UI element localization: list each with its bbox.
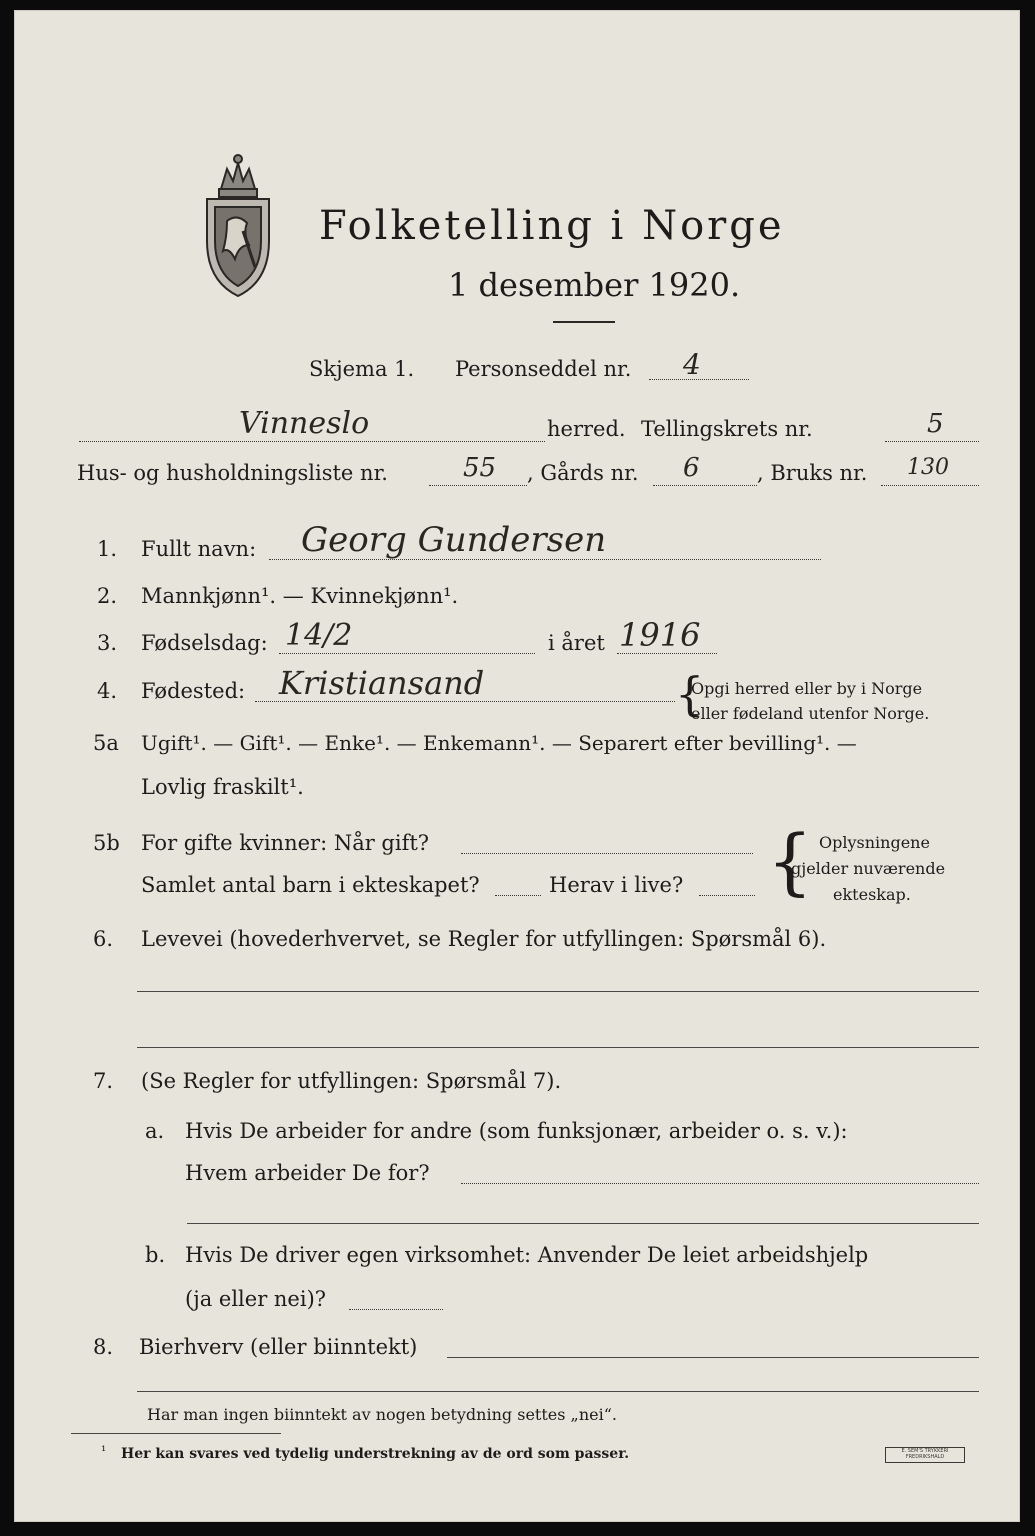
q5b-line2: Samlet antal barn i ekteskapet? bbox=[141, 873, 480, 897]
bruks-label: , Bruks nr. bbox=[757, 461, 868, 485]
q8-number: 8. bbox=[93, 1335, 114, 1359]
q5b-line1: For gifte kvinner: Når gift? bbox=[141, 831, 430, 855]
q7b-line bbox=[349, 1309, 443, 1310]
q5b-children-line bbox=[495, 895, 541, 896]
personseddel-label: Personseddel nr. bbox=[455, 357, 632, 381]
q7a-line1: Hvis De arbeider for andre (som funksjonær, arbeider o. s. v.): bbox=[185, 1119, 848, 1143]
q5a-number: 5a bbox=[93, 731, 119, 755]
q4-note-line2: eller fødeland utenfor Norge. bbox=[691, 704, 930, 723]
q5a-options-line1: Ugift¹. — Gift¹. — Enke¹. — Enkemann¹. — Separert efter bevilling¹. — bbox=[141, 731, 857, 755]
q4-note-line1: Opgi herred eller by i Norge bbox=[691, 679, 923, 698]
q3-number: 3. bbox=[97, 631, 118, 655]
herred-line bbox=[79, 441, 545, 442]
herred-label: herred. bbox=[547, 417, 626, 441]
q7a-extra-line bbox=[187, 1223, 979, 1224]
bruks-value[interactable]: 130 bbox=[907, 455, 949, 480]
q4-value[interactable]: Kristiansand bbox=[279, 664, 485, 702]
q3-year-label: i året bbox=[548, 631, 605, 655]
q7a-letter: a. bbox=[145, 1119, 165, 1143]
hus-value[interactable]: 55 bbox=[463, 453, 497, 483]
q3-line bbox=[279, 653, 535, 654]
q6-number: 6. bbox=[93, 927, 114, 951]
form-date: 1 desember 1920. bbox=[448, 266, 741, 304]
q5b-married-line bbox=[461, 853, 753, 854]
census-form-paper bbox=[14, 10, 1020, 1522]
q5b-alive-line bbox=[699, 895, 755, 896]
tellingskrets-value[interactable]: 5 bbox=[927, 409, 944, 439]
footnote-text: Her kan svares ved tydelig understrekning av de ord som passer. bbox=[121, 1446, 630, 1462]
q3-year-value[interactable]: 1916 bbox=[619, 616, 701, 654]
hus-line bbox=[429, 485, 527, 486]
q7-number: 7. bbox=[93, 1069, 114, 1093]
norwegian-coat-of-arms-icon bbox=[193, 141, 283, 301]
skjema-label: Skjema 1. bbox=[309, 357, 415, 381]
q6-line2 bbox=[137, 1047, 979, 1048]
q5b-number: 5b bbox=[93, 831, 120, 855]
q2-number: 2. bbox=[97, 584, 118, 608]
printer-stamp: E. SEM'S TRYKKERI FREDRIKSHALD bbox=[885, 1447, 965, 1463]
q8-line1 bbox=[447, 1357, 979, 1358]
q7b-line2: (ja eller nei)? bbox=[185, 1287, 327, 1311]
q7-label: (Se Regler for utfyllingen: Spørsmål 7). bbox=[141, 1069, 562, 1093]
title-divider bbox=[553, 321, 615, 323]
q5b-brace: { bbox=[767, 819, 813, 903]
footer-note: Har man ingen biinntekt av nogen betydning settes „nei“. bbox=[147, 1405, 617, 1424]
q6-label: Levevei (hovederhvervet, se Regler for utfyllingen: Spørsmål 6). bbox=[141, 927, 827, 951]
gards-value[interactable]: 6 bbox=[683, 453, 700, 483]
q2-label: Mannkjønn¹. — Kvinnekjønn¹. bbox=[141, 584, 459, 608]
gards-label: , Gårds nr. bbox=[527, 461, 639, 485]
q5b-herav: Herav i live? bbox=[549, 873, 684, 897]
footnote-divider bbox=[71, 1433, 281, 1434]
hus-label: Hus- og husholdningsliste nr. bbox=[77, 461, 388, 485]
bruks-line bbox=[881, 485, 979, 486]
q7a-line2: Hvem arbeider De for? bbox=[185, 1161, 430, 1185]
q1-value[interactable]: Georg Gundersen bbox=[301, 520, 607, 560]
q3-value[interactable]: 14/2 bbox=[285, 618, 353, 653]
gards-line bbox=[653, 485, 757, 486]
footnote-mark: ¹ bbox=[101, 1444, 107, 1459]
q5a-options-line2: Lovlig fraskilt¹. bbox=[141, 775, 304, 799]
q1-label: Fullt navn: bbox=[141, 537, 257, 561]
q5b-note-line1: Oplysningene bbox=[819, 833, 930, 852]
q7b-line1: Hvis De driver egen virksomhet: Anvender De leiet arbeidshjelp bbox=[185, 1243, 869, 1267]
q8-label: Bierhverv (eller biinntekt) bbox=[139, 1335, 418, 1359]
q5b-note-line2: gjelder nuværende bbox=[791, 859, 946, 878]
q4-brace: { bbox=[675, 667, 705, 721]
tellingskrets-label: Tellingskrets nr. bbox=[641, 417, 813, 441]
q8-line2 bbox=[137, 1391, 979, 1392]
q7b-letter: b. bbox=[145, 1243, 166, 1267]
q7a-line bbox=[461, 1183, 979, 1184]
q5b-note-line3: ekteskap. bbox=[833, 885, 911, 904]
herred-value[interactable]: Vinneslo bbox=[239, 406, 370, 441]
tellingskrets-line bbox=[885, 441, 979, 442]
q4-number: 4. bbox=[97, 679, 118, 703]
q3-label: Fødselsdag: bbox=[141, 631, 268, 655]
personseddel-value[interactable]: 4 bbox=[683, 348, 701, 381]
q6-line1 bbox=[137, 991, 979, 992]
q1-number: 1. bbox=[97, 537, 118, 561]
q4-label: Fødested: bbox=[141, 679, 246, 703]
form-title: Folketelling i Norge bbox=[319, 203, 785, 249]
